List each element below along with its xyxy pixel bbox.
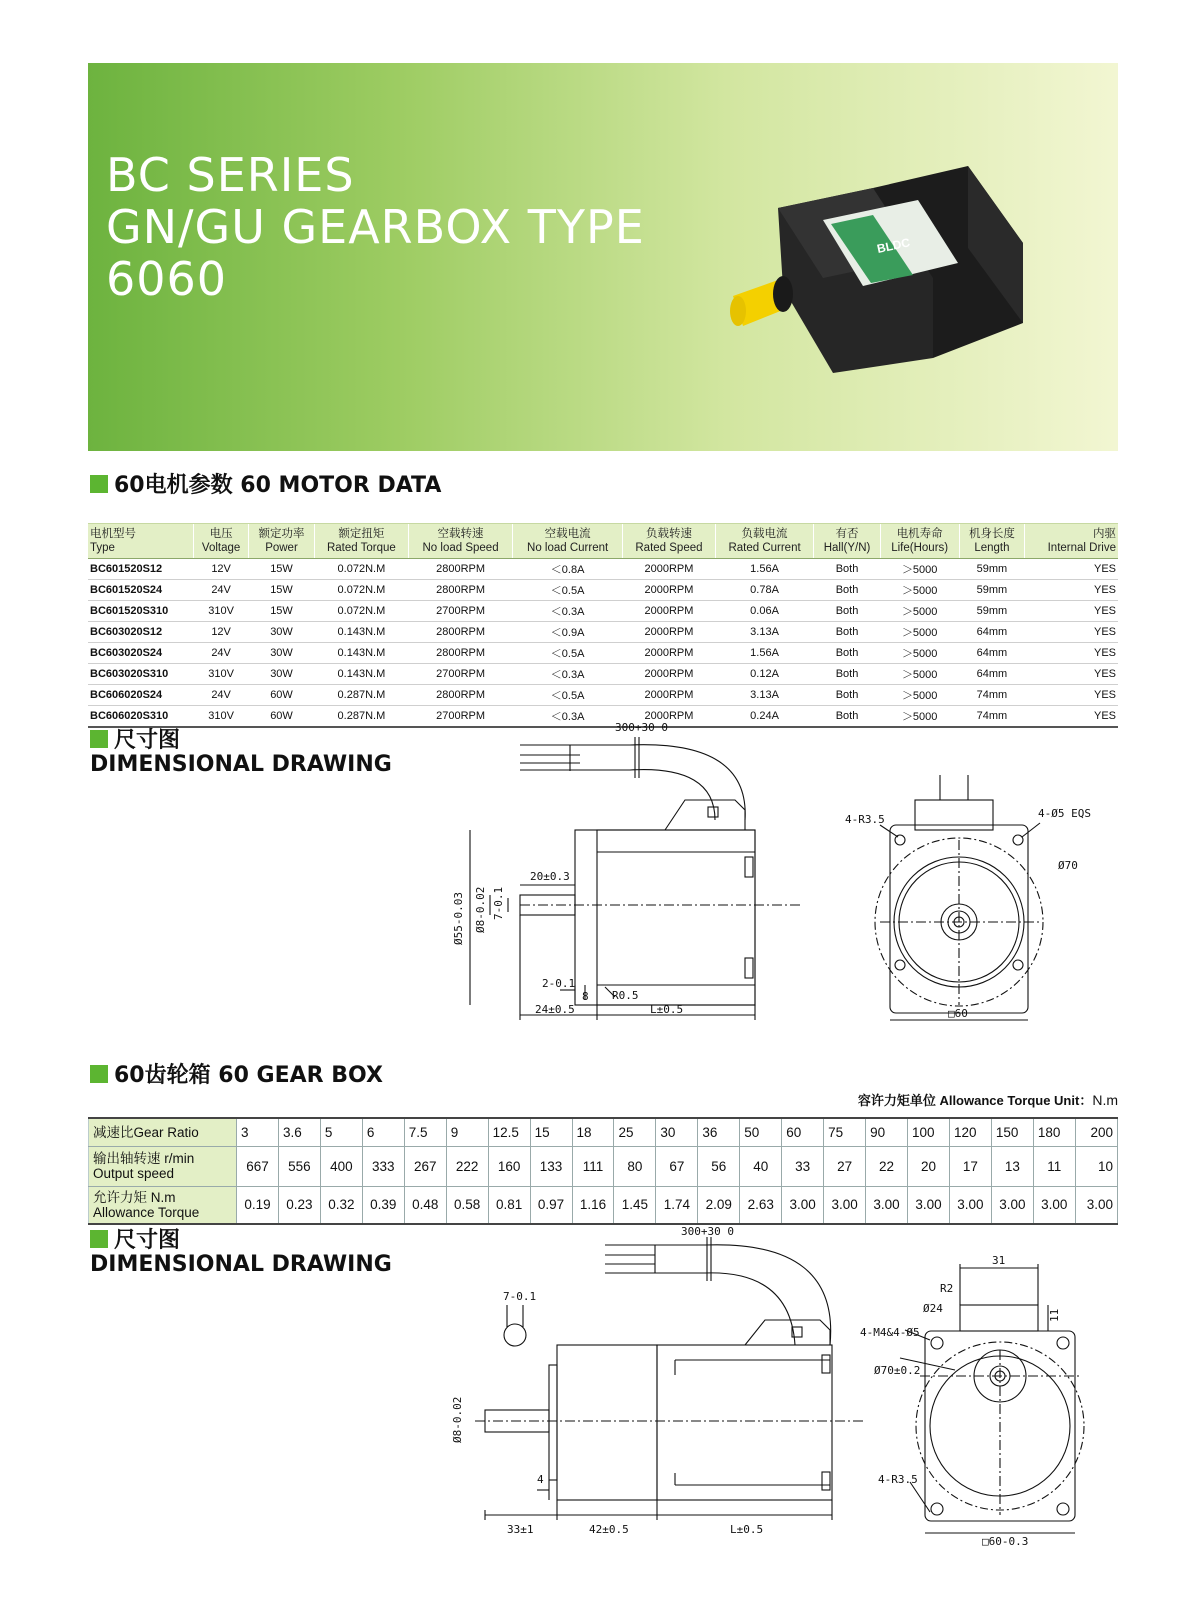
column-header: 机身长度 Length [959,524,1024,559]
table-cell: 30W [249,622,314,643]
green-square-icon [90,475,108,493]
column-header: 电机型号 Type [88,524,193,559]
four-label: 4 [537,1473,544,1486]
table-row [88,580,1118,601]
table-cell: BC601520S12 [88,559,193,580]
header-banner [88,63,1118,451]
table-cell: 1.56A [715,559,814,580]
table-row [88,664,1118,685]
gear-cell: 60 [782,1118,824,1146]
r35-label-2: 4-R3.5 [878,1473,918,1486]
column-header: 电压 Voltage [193,524,249,559]
table-cell: ＞5000 [880,664,959,685]
motor-data-table [88,523,1118,728]
gear-cell: 0.19 [237,1186,279,1224]
table-cell: YES [1025,643,1118,664]
table-cell: Both [814,643,880,664]
table-cell: 0.12A [715,664,814,685]
gear-cell: 3.00 [1033,1186,1075,1224]
gear-cell: 75 [824,1118,866,1146]
table-cell: 2700RPM [409,601,513,622]
green-square-icon [90,1065,108,1083]
gear-cell: 33 [782,1146,824,1186]
table-cell: 310V [193,601,249,622]
r35-label: 4-R3.5 [845,813,885,826]
gear-cell: 111 [572,1146,614,1186]
motor-front-view-drawing [840,765,1100,1030]
gear-cell: 2.63 [740,1186,782,1224]
table-cell: 12V [193,622,249,643]
body-length-label: L±0.5 [650,1003,684,1016]
column-header: 额定扭矩 Rated Torque [314,524,409,559]
table-cell: 2000RPM [623,559,715,580]
gear-cell: 3.00 [824,1186,866,1224]
gear-cell: 133 [530,1146,572,1186]
gear-cell: 18 [572,1118,614,1146]
gear-cell: 3.00 [1075,1186,1117,1224]
sq60-label-2: □60-0.3 [982,1535,1029,1548]
table-cell: Both [814,601,880,622]
table-cell: 64mm [959,622,1024,643]
allowance-torque-label: 允许力矩 N.m Allowance Torque [89,1186,237,1224]
column-header: 电机寿命 Life(Hours) [880,524,959,559]
table-cell: BC603020S12 [88,622,193,643]
table-cell: YES [1025,559,1118,580]
gear-cell: 0.48 [404,1186,446,1224]
table-cell: 310V [193,706,249,728]
gear-cell: 6 [362,1118,404,1146]
column-header: 负载转速 Rated Speed [623,524,715,559]
gear-cell: 3.00 [866,1186,908,1224]
table-cell: 0.287N.M [314,706,409,728]
table-cell: ＞5000 [880,580,959,601]
table-row [88,559,1118,580]
holes-label: 4-Ø5 EQS [1038,807,1091,820]
eight-label: 8 [582,990,589,1003]
gear-cell: 3.00 [949,1186,991,1224]
title-line-3: 6060 [106,252,228,306]
table-cell: 2000RPM [623,685,715,706]
gear-cell: 7.5 [404,1118,446,1146]
gear-cell: 400 [320,1146,362,1186]
gear-ratio-label: 减速比Gear Ratio [89,1118,237,1146]
table-cell: ＞5000 [880,706,959,728]
flat-label-2: 7-0.1 [503,1290,537,1303]
table-cell: 60W [249,706,314,728]
gear-cell: 3.00 [908,1186,950,1224]
motor-label-text: BLDC [875,235,912,256]
gear-box-heading: 60齿轮箱 60 GEAR BOX [90,1058,383,1089]
gear-cell: 80 [614,1146,656,1186]
table-cell: 12V [193,559,249,580]
table-cell: ＞5000 [880,559,959,580]
gear-length-label: 42±0.5 [589,1523,629,1536]
front-length-label: 24±0.5 [535,1003,575,1016]
gear-cell: 1.45 [614,1186,656,1224]
table-cell: 15W [249,559,314,580]
table-cell: YES [1025,580,1118,601]
gear-cell: 267 [404,1146,446,1186]
dim-drawing-1-heading-en: DIMENSIONAL DRAWING [90,752,392,777]
table-cell: BC603020S310 [88,664,193,685]
w31-label: 31 [992,1254,1006,1267]
h11-label: 11 [1048,1308,1061,1322]
table-cell: 2000RPM [623,601,715,622]
sq60-label: □60 [948,1007,968,1020]
column-header: 空载转速 No load Speed [409,524,513,559]
gear-cell: 120 [949,1118,991,1146]
table-cell: 0.24A [715,706,814,728]
table-cell: 2000RPM [623,580,715,601]
table-cell: ＜0.3A [512,664,622,685]
table-cell: BC601520S310 [88,601,193,622]
gear-cell: 1.16 [572,1186,614,1224]
shaft-length-label-2: 33±1 [507,1523,534,1536]
motor-product-image [723,148,1053,378]
table-cell: 15W [249,601,314,622]
table-cell: ＜0.8A [512,559,622,580]
gear-cell: 11 [1033,1146,1075,1186]
table-row [88,685,1118,706]
gear-cell: 40 [740,1146,782,1186]
green-square-icon [90,1230,108,1248]
table-cell: 3.13A [715,685,814,706]
gear-cell: 0.23 [278,1186,320,1224]
table-cell: Both [814,706,880,728]
dim-drawing-2-heading-en: DIMENSIONAL DRAWING [90,1252,392,1277]
column-header: 负载电流 Rated Current [715,524,814,559]
gear-cell: 20 [908,1146,950,1186]
table-cell: 0.072N.M [314,601,409,622]
table-cell: 2700RPM [409,664,513,685]
table-cell: Both [814,685,880,706]
table-cell: 30W [249,643,314,664]
d70-label-2: Ø70±0.2 [874,1364,921,1377]
table-cell: 2800RPM [409,685,513,706]
table-cell: ＜0.5A [512,580,622,601]
d8-label-2: Ø8-0.02 [451,1396,464,1443]
gear-cell: 180 [1033,1118,1075,1146]
table-cell: 2800RPM [409,622,513,643]
gear-cell: 0.32 [320,1186,362,1224]
gear-box-table [88,1117,1118,1225]
gear-cell: 1.74 [656,1186,698,1224]
gear-cell: 3.6 [278,1118,320,1146]
green-square-icon [90,730,108,748]
d70-label: Ø70 [1058,859,1078,872]
table-cell: 0.78A [715,580,814,601]
table-cell: Both [814,664,880,685]
table-cell: 2800RPM [409,559,513,580]
table-cell: ＜0.5A [512,643,622,664]
gear-cell: 5 [320,1118,362,1146]
holes-label-2: 4-M4&4-Ø5 [860,1326,920,1339]
gear-cell: 0.97 [530,1186,572,1224]
gear-cell: 3.00 [782,1186,824,1224]
table-cell: ＞5000 [880,622,959,643]
gear-cell: 17 [949,1146,991,1186]
table-cell: 59mm [959,601,1024,622]
table-cell: BC606020S24 [88,685,193,706]
table-cell: 0.287N.M [314,685,409,706]
r2-label: R2 [940,1282,954,1295]
table-cell: 0.072N.M [314,580,409,601]
table-cell: 64mm [959,664,1024,685]
gear-cell: 36 [698,1118,740,1146]
gearbox-side-view-drawing [445,1215,865,1555]
gear-cell: 333 [362,1146,404,1186]
d55-label: Ø55-0.03 [452,892,465,945]
column-header: 空载电流 No load Current [512,524,622,559]
table-cell: BC601520S24 [88,580,193,601]
gear-cell: 3.00 [991,1186,1033,1224]
gear-cell: 0.39 [362,1186,404,1224]
gear-cell: 100 [908,1118,950,1146]
table-cell: 0.143N.M [314,643,409,664]
table-row [88,643,1118,664]
table-cell: 2000RPM [623,706,715,728]
gear-cell: 9 [446,1118,488,1146]
motor-side-view-drawing [440,715,800,1025]
table-cell: 2800RPM [409,643,513,664]
gear-cell: 556 [278,1146,320,1186]
table-cell: 0.06A [715,601,814,622]
table-cell: 60W [249,685,314,706]
motor-data-heading: 60电机参数 60 MOTOR DATA [90,468,441,499]
d8-label: Ø8-0.02 [474,886,487,933]
table-cell: ＜0.9A [512,622,622,643]
gearbox-front-view-drawing [860,1250,1110,1550]
flat-label: 7-0.1 [492,886,505,920]
table-cell: 59mm [959,559,1024,580]
table-cell: YES [1025,706,1118,728]
gear-cell: 2.09 [698,1186,740,1224]
table-cell: 2000RPM [623,664,715,685]
table-cell: 310V [193,664,249,685]
gear-cell: 12.5 [488,1118,530,1146]
gear-cell: 222 [446,1146,488,1186]
table-cell: ＜0.3A [512,601,622,622]
table-cell: 74mm [959,685,1024,706]
dim-drawing-2-heading-cn: 尺寸图 [90,1223,180,1254]
table-row [88,601,1118,622]
table-cell: 2700RPM [409,706,513,728]
table-cell: 64mm [959,643,1024,664]
table-cell: 2800RPM [409,580,513,601]
gear-cell: 90 [866,1118,908,1146]
table-cell: ＞5000 [880,643,959,664]
table-cell: ＜0.5A [512,685,622,706]
table-cell: YES [1025,601,1118,622]
table-cell: 0.143N.M [314,664,409,685]
table-cell: ＞5000 [880,685,959,706]
table-cell: Both [814,622,880,643]
table-cell: 15W [249,580,314,601]
table-cell: ＞5000 [880,601,959,622]
body-length-label-2: L±0.5 [730,1523,764,1536]
table-cell: BC603020S24 [88,643,193,664]
gear-cell: 67 [656,1146,698,1186]
shaft-length-label: 20±0.3 [530,870,570,883]
column-header: 有否 Hall(Y/N) [814,524,880,559]
gear-cell: 15 [530,1118,572,1146]
table-cell: 24V [193,580,249,601]
gear-cell: 56 [698,1146,740,1186]
gear-cell: 25 [614,1118,656,1146]
table-cell: 0.143N.M [314,622,409,643]
output-speed-label: 输出轴转速 r/min Output speed [89,1146,237,1186]
cable-length-label: 300+30 0 [615,721,668,734]
column-header: 内驱 Internal Drive [1025,524,1118,559]
table-cell: Both [814,559,880,580]
dim-drawing-1-heading-cn: 尺寸图 [90,723,180,754]
table-cell: 24V [193,643,249,664]
table-cell: YES [1025,622,1118,643]
gear-cell: 0.81 [488,1186,530,1224]
table-cell: 2000RPM [623,622,715,643]
gear-cell: 10 [1075,1146,1117,1186]
gear-cell: 3 [237,1118,279,1146]
table-cell: 30W [249,664,314,685]
table-cell: Both [814,580,880,601]
gear-cell: 50 [740,1118,782,1146]
gear-cell: 150 [991,1118,1033,1146]
table-row [88,622,1118,643]
gear-cell: 200 [1075,1118,1117,1146]
table-cell: 74mm [959,706,1024,728]
r05-label: R0.5 [612,989,639,1002]
step-label: 2-0.1 [542,977,576,990]
torque-unit-note: 容许力矩单位 Allowance Torque Unit：N.m [857,1092,1118,1108]
gear-cell: 667 [237,1146,279,1186]
d24-label: Ø24 [923,1302,943,1315]
gear-cell: 160 [488,1146,530,1186]
table-cell: BC606020S310 [88,706,193,728]
gear-cell: 27 [824,1146,866,1186]
table-cell: 2000RPM [623,643,715,664]
table-cell: 59mm [959,580,1024,601]
column-header: 额定功率 Power [249,524,314,559]
table-cell: 1.56A [715,643,814,664]
gear-cell: 30 [656,1118,698,1146]
table-cell: ＜0.3A [512,706,622,728]
table-cell: 0.072N.M [314,559,409,580]
table-cell: 3.13A [715,622,814,643]
table-cell: YES [1025,685,1118,706]
cable-length-label-2: 300+30 0 [681,1225,734,1238]
title-line-1: BC SERIES [106,148,355,202]
gear-cell: 0.58 [446,1186,488,1224]
table-cell: 24V [193,685,249,706]
title-line-2: GN/GU GEARBOX TYPE [106,200,645,254]
table-cell: YES [1025,664,1118,685]
gear-cell: 22 [866,1146,908,1186]
gear-cell: 13 [991,1146,1033,1186]
